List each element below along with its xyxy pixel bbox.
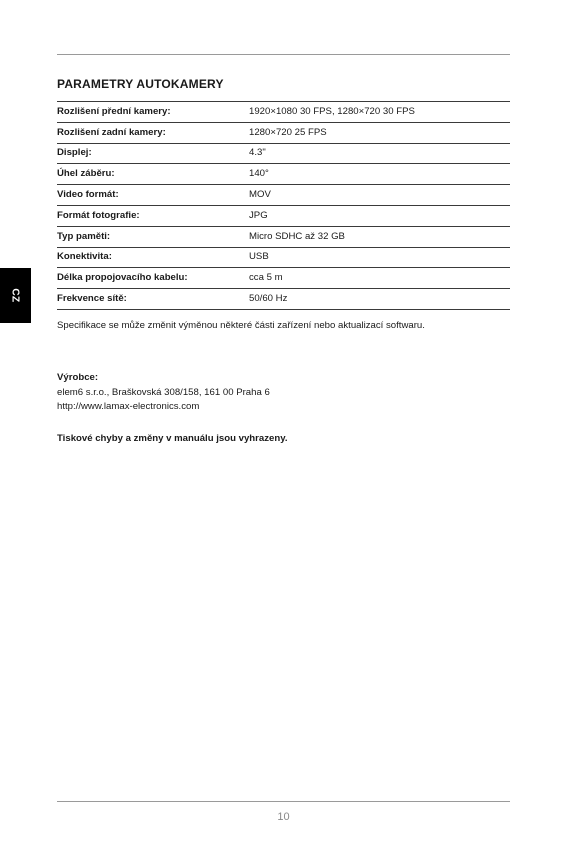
disclaimer: Tiskové chyby a změny v manuálu jsou vyhrazeny. — [57, 433, 288, 444]
spec-value: cca 5 m — [249, 268, 510, 289]
spec-label: Rozlišení přední kamery: — [57, 102, 249, 123]
table-row — [57, 164, 510, 185]
spec-note: Specifikace se může změnit výměnou některé části zařízení nebo aktualizací softwaru. — [57, 320, 425, 331]
spec-value: 1280×720 25 FPS — [249, 122, 510, 143]
language-tab — [0, 268, 31, 323]
section-title: PARAMETRY AUTOKAMERY — [57, 77, 224, 91]
manufacturer-block — [57, 371, 270, 415]
table-row — [57, 247, 510, 268]
spec-label: Délka propojovacího kabelu: — [57, 268, 249, 289]
spec-label: Typ paměti: — [57, 226, 249, 247]
manufacturer-address: elem6 s.r.o., Braškovská 308/158, 161 00 Praha 6 — [57, 386, 270, 398]
spec-table — [57, 101, 510, 310]
spec-label: Formát fotografie: — [57, 205, 249, 226]
spec-label: Frekvence sítě: — [57, 289, 249, 310]
spec-value: 4.3" — [249, 143, 510, 164]
header-divider — [57, 54, 510, 55]
spec-value: JPG — [249, 205, 510, 226]
table-row — [57, 268, 510, 289]
manufacturer-label: Výrobce: — [57, 372, 99, 383]
table-row — [57, 185, 510, 206]
table-row — [57, 143, 510, 164]
footer-divider — [57, 801, 510, 802]
manufacturer-website: http://www.lamax-electronics.com — [57, 401, 200, 412]
table-row — [57, 226, 510, 247]
spec-label: Video formát: — [57, 185, 249, 206]
table-row — [57, 122, 510, 143]
spec-value: 50/60 Hz — [249, 289, 510, 310]
spec-value: 1920×1080 30 FPS, 1280×720 30 FPS — [249, 102, 510, 123]
table-row — [57, 289, 510, 310]
page-number: 10 — [277, 811, 290, 823]
spec-value: 140° — [249, 164, 510, 185]
spec-label: Displej: — [57, 143, 249, 164]
table-row — [57, 205, 510, 226]
spec-label: Rozlišení zadní kamery: — [57, 122, 249, 143]
spec-value: Micro SDHC až 32 GB — [249, 226, 510, 247]
spec-value: USB — [249, 247, 510, 268]
spec-value: MOV — [249, 185, 510, 206]
spec-label: Úhel záběru: — [57, 164, 249, 185]
language-tab-label: CZ — [10, 288, 21, 303]
spec-label: Konektivita: — [57, 247, 249, 268]
table-row — [57, 102, 510, 123]
